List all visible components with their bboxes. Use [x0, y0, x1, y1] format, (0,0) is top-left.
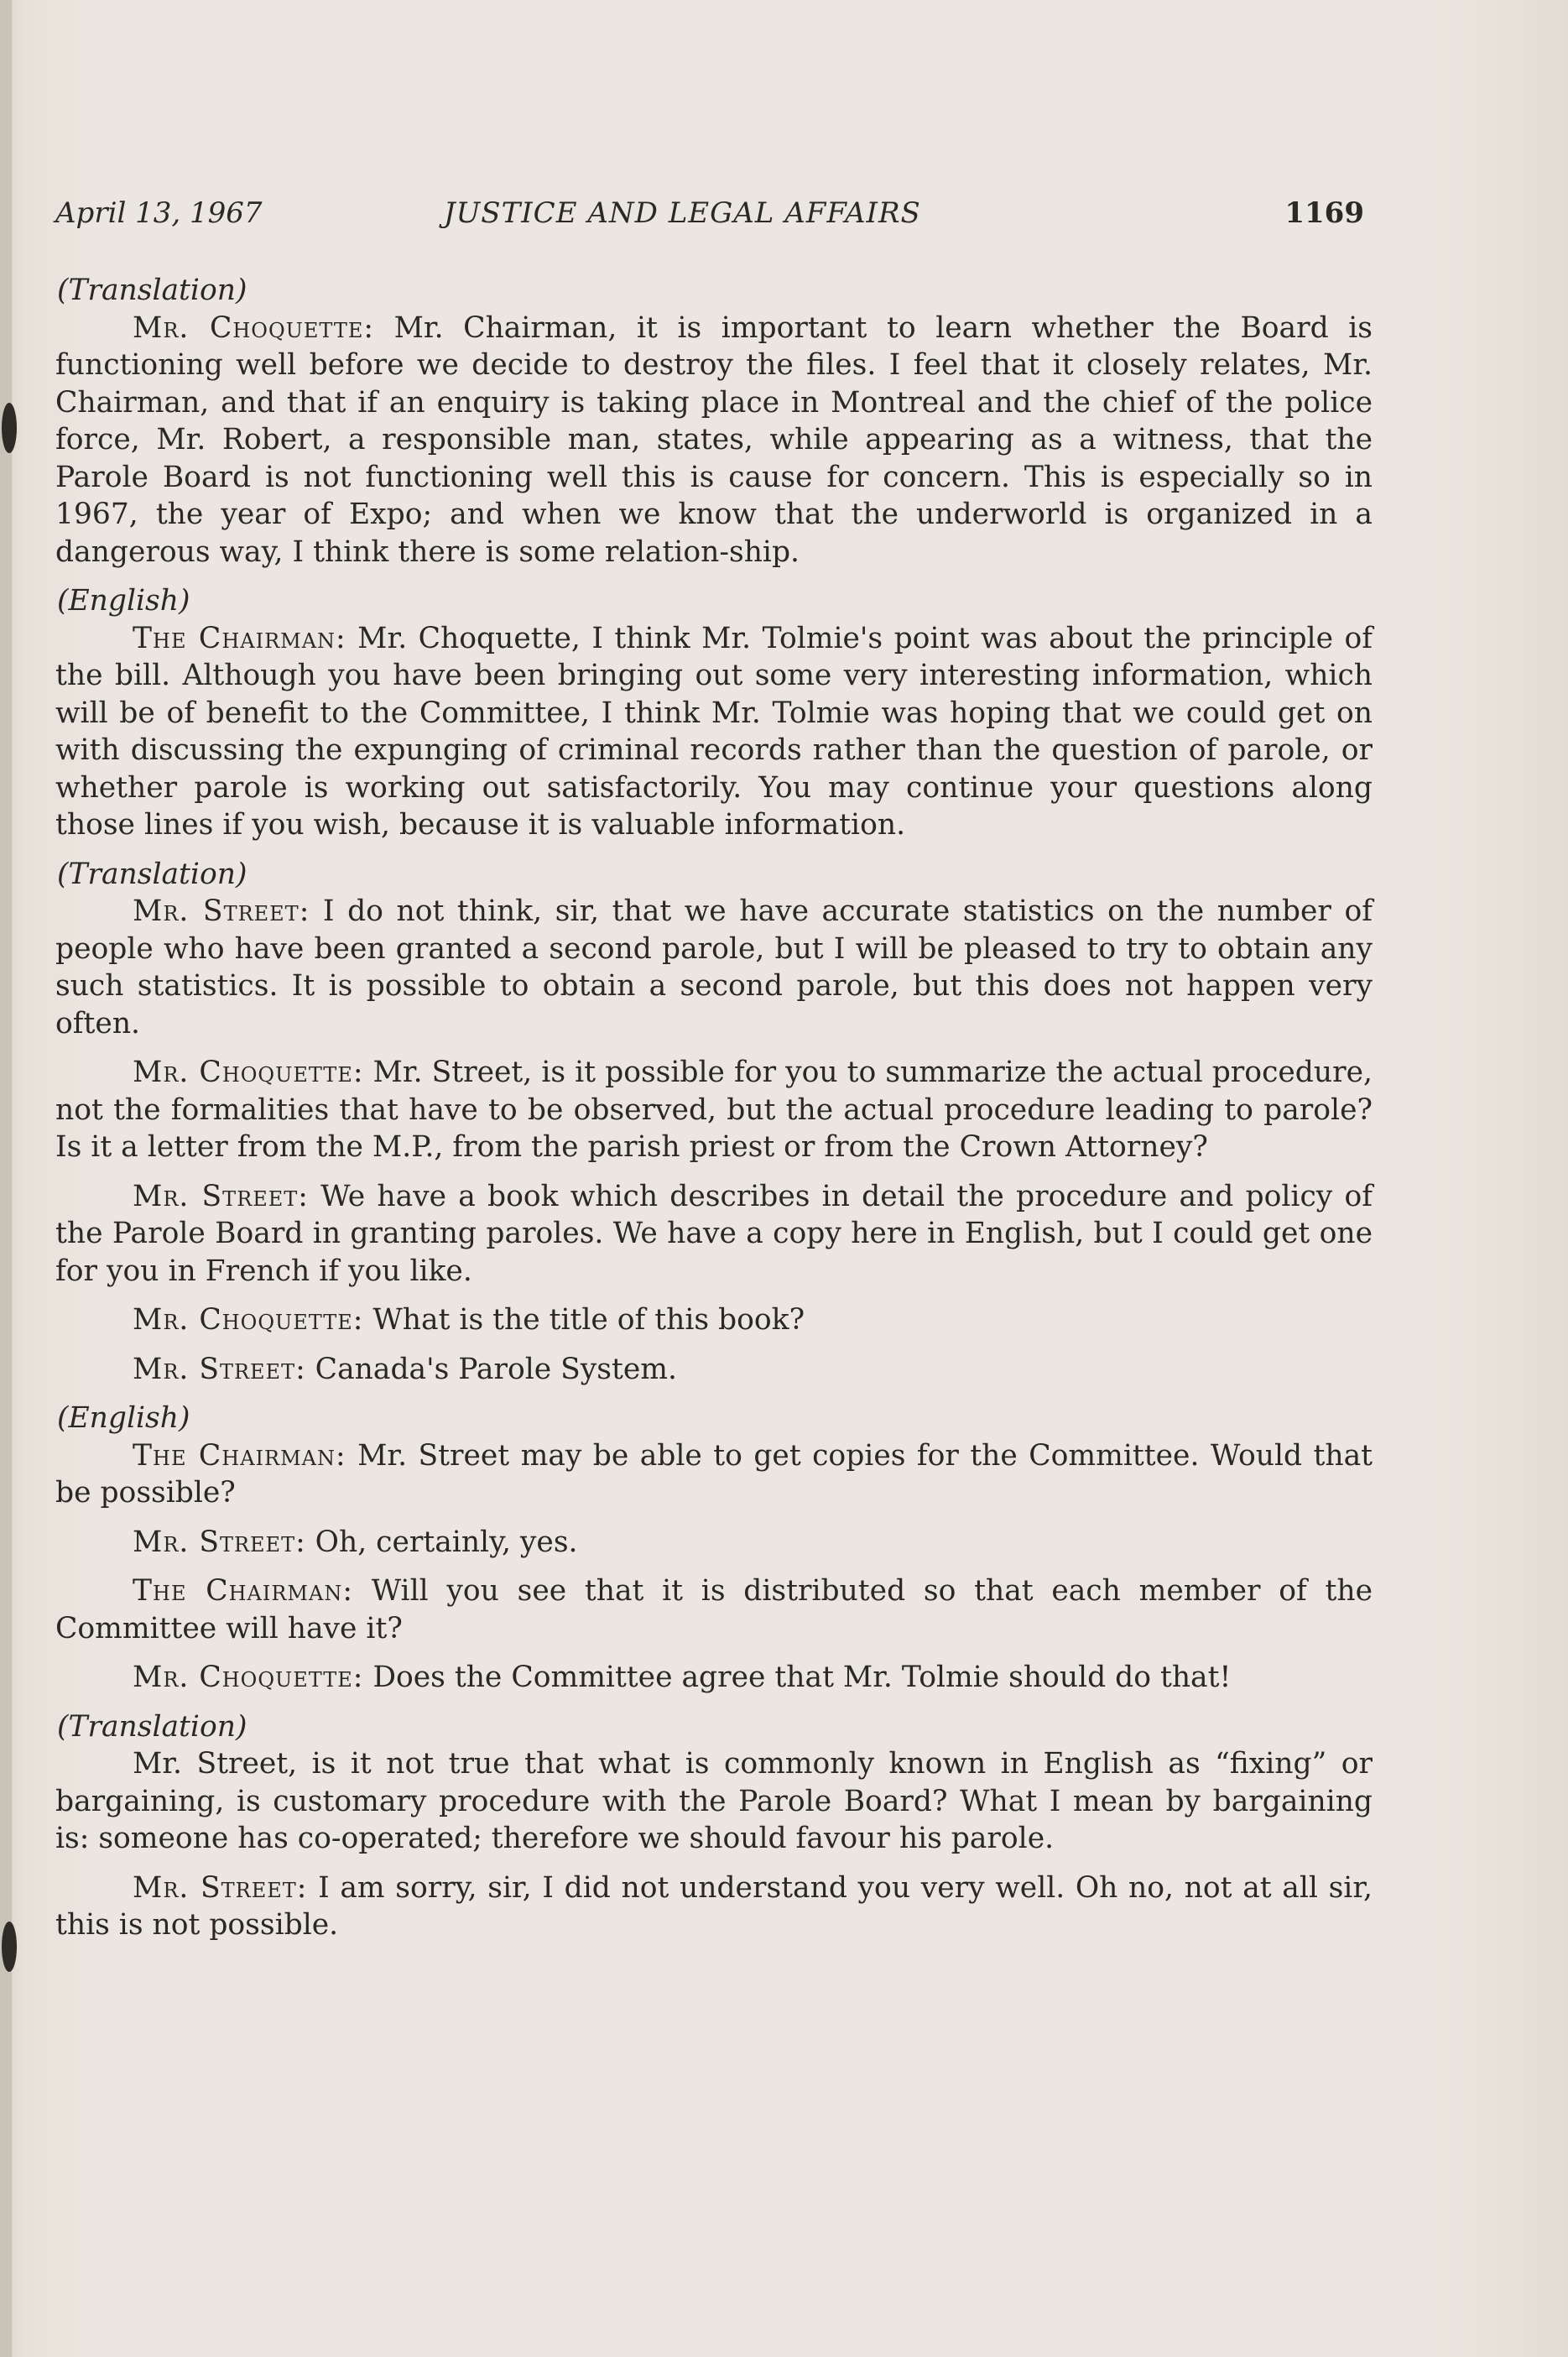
speech-text: Mr. Chairman, it is important to learn whether the Board is functioning well before we decide to destroy the files. I feel that it closely relates, Mr. Chairman, and that if an enquiry is taking place in Montreal and the chief of the police force, Mr. Robert, a responsible man, states, while appearing as a witness, that the Parole Board is not functioning well this is cause for concern. This is especially so in 1967, the year of Expo; and when we know that the underworld is organized in a dangerous way, I think there is some relation-ship.	[55, 310, 1373, 569]
speech-paragraph	[55, 1524, 1373, 1562]
speech-paragraph	[55, 1745, 1373, 1858]
page-number: 1169	[1284, 196, 1364, 230]
speech-text: We have a book which describes in detail the procedure and policy of the Parole Board in granting paroles. We have a copy here in English, but I could get one for you in French if you like.	[55, 1179, 1373, 1288]
speech-text: Oh, certainly, yes.	[305, 1525, 578, 1559]
speech-text: Mr. Choquette, I think Mr. Tolmie's point was about the principle of the bill. Although you have been bringing out some very interesting information, which will be of benefit to the Committee, I think Mr. Tolmie was hoping that we could get on with discussing the expunging of criminal records rather than the question of parole, or whether parole is working out satisfactorily. You may continue your questions along those lines if you wish, because it is valuable information.	[55, 621, 1373, 842]
language-label: (Translation)	[57, 857, 247, 891]
speaker-name: Mr. Street:	[133, 1352, 306, 1386]
speech-paragraph	[55, 1301, 1373, 1339]
language-label: (English)	[57, 584, 190, 618]
speech-text: Does the Committee agree that Mr. Tolmie should do that!	[363, 1661, 1232, 1694]
speaker-name: Mr. Street:	[133, 1525, 306, 1559]
language-label: (English)	[57, 1401, 190, 1435]
speech-paragraph	[55, 1869, 1373, 1944]
speaker-name: Mr. Street:	[133, 894, 310, 928]
binding-gutter	[0, 0, 12, 2357]
speech-paragraph	[55, 620, 1373, 844]
speaker-name: Mr. Street:	[133, 1870, 308, 1905]
language-label: (Translation)	[57, 274, 247, 307]
binding-hole-mark	[2, 1922, 17, 1972]
speaker-name: Mr. Choquette:	[133, 1303, 364, 1337]
speaker-name: The Chairman:	[133, 1574, 353, 1608]
speech-paragraph	[55, 1437, 1373, 1512]
speech-paragraph	[55, 1659, 1373, 1697]
speech-text: Mr. Street, is it possible for you to summarize the actual procedure, not the formalities that have to be observed, but the actual procedure leading to parole? Is it a letter from the M.P., from the parish priest or from the Crown Attorney?	[55, 1056, 1373, 1164]
binding-hole-mark	[2, 403, 17, 453]
speech-paragraph	[55, 1054, 1373, 1166]
speech-paragraph	[55, 1351, 1373, 1389]
speech-text: I am sorry, sir, I did not understand you very well. Oh no, not at all sir, this is not possible.	[55, 1870, 1373, 1942]
speech-text: Mr. Street may be able to get copies for the Committee. Would that be possible?	[55, 1438, 1373, 1510]
speaker-name: The Chairman:	[133, 621, 346, 655]
speech-paragraph	[55, 1178, 1373, 1291]
speech-paragraph	[55, 893, 1373, 1042]
speaker-name: The Chairman:	[133, 1438, 346, 1473]
speaker-name: Mr. Choquette:	[133, 1661, 364, 1694]
speaker-name: Mr. Choquette:	[133, 310, 374, 345]
speech-text: Canada's Parole System.	[305, 1352, 677, 1386]
transcript-body	[55, 272, 1373, 1944]
speech-paragraph	[55, 1572, 1373, 1647]
speech-text: Will you see that it is distributed so that each member of the Committee will have it?	[55, 1574, 1373, 1645]
speech-text: I do not think, sir, that we have accurate statistics on the number of people who have been granted a second parole, but I will be pleased to try to obtain any such statistics. It is possible to obtain a second parole, but this does not happen very often.	[55, 894, 1373, 1040]
speaker-name: Mr. Street:	[133, 1179, 309, 1213]
language-label: (Translation)	[57, 1709, 247, 1744]
page-header	[55, 196, 1364, 233]
header-date: April 13, 1967	[55, 196, 263, 230]
speech-paragraph	[55, 310, 1373, 571]
speech-text: What is the title of this book?	[363, 1303, 805, 1337]
header-title: JUSTICE AND LEGAL AFFAIRS	[444, 196, 921, 230]
speech-text: Mr. Street, is it not true that what is commonly known in English as “fixing” or bargaining, is customary procedure with the Parole Board? What I mean by bargaining is: someone has co-operated; therefore we should favour his parole.	[55, 1747, 1373, 1855]
speaker-name: Mr. Choquette:	[133, 1056, 364, 1089]
